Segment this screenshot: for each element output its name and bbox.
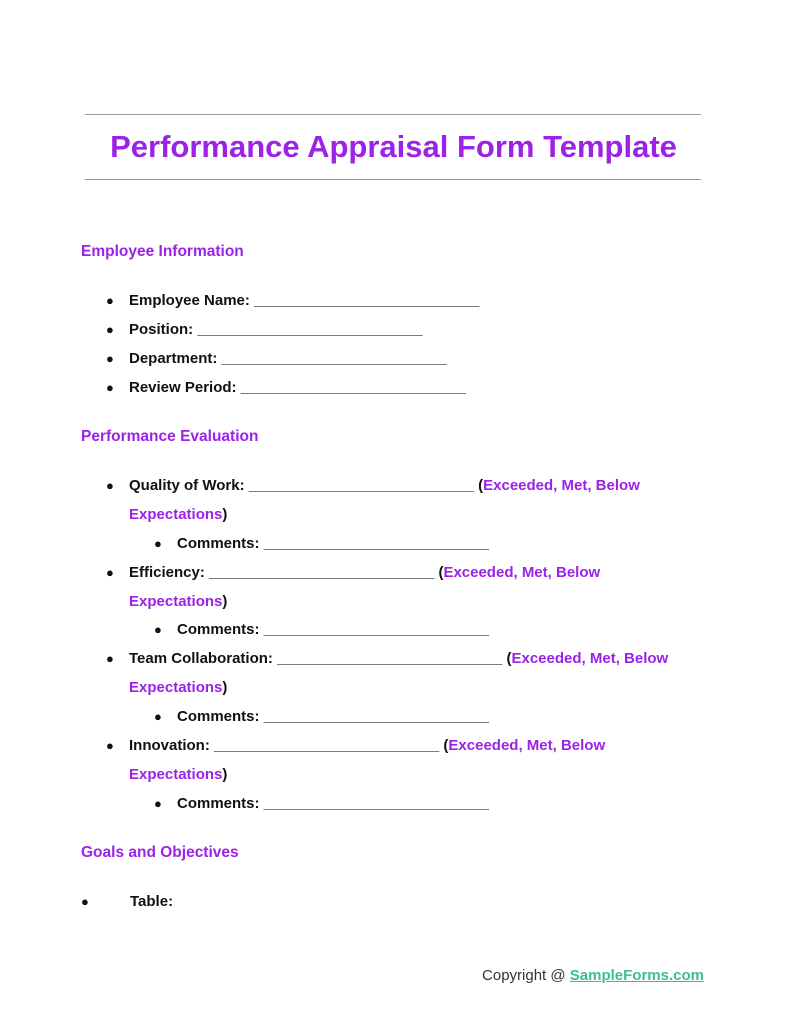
section-heading-goals-and-objectives: Goals and Objectives [81, 844, 239, 861]
section-heading-performance-evaluation: Performance Evaluation [81, 428, 259, 445]
footer-link[interactable]: SampleForms.com [569, 967, 704, 984]
rating-open-paren: ( [506, 650, 512, 667]
quality-of-work-label: Quality of Work: ___________________________ [129, 477, 479, 494]
review-period-field: Review Period: ___________________________ [129, 379, 466, 396]
innovation-field [129, 736, 605, 756]
efficiency-comments: Comments: ___________________________ [177, 621, 489, 638]
rating-options-cont: Expectations [129, 593, 223, 610]
bullet-icon: ● [106, 478, 114, 493]
rating-options: Exceeded, Met, Below [511, 650, 669, 667]
innovation-label: Innovation: ___________________________ [129, 737, 444, 754]
bullet-icon: ● [81, 894, 89, 909]
team-collaboration-rating-cont [129, 678, 227, 698]
rating-options: Exceeded, Met, Below [443, 564, 601, 581]
bullet-icon: ● [106, 322, 114, 337]
team-collaboration-label: Team Collaboration: ___________________________ [129, 650, 507, 667]
position-field: Position: ___________________________ [129, 321, 423, 338]
bullet-icon: ● [106, 738, 114, 753]
title-rule-bottom [85, 179, 701, 180]
bullet-icon: ● [154, 622, 162, 637]
quality-of-work-rating-cont [129, 505, 227, 525]
footer-prefix: Copyright @ [482, 967, 570, 984]
bullet-icon: ● [106, 380, 114, 395]
goals-table-label: Table: [130, 893, 174, 910]
bullet-icon: ● [106, 351, 114, 366]
efficiency-rating-cont [129, 592, 227, 612]
efficiency-label: Efficiency: ___________________________ [129, 564, 439, 581]
rating-close-paren: ) [222, 506, 228, 523]
footer-copyright [482, 966, 704, 986]
title-rule-top [85, 114, 701, 115]
department-field: Department: ___________________________ [129, 350, 447, 367]
rating-options: Exceeded, Met, Below [483, 477, 640, 494]
bullet-icon: ● [154, 709, 162, 724]
innovation-rating-cont [129, 765, 227, 785]
rating-options: Exceeded, Met, Below [448, 737, 606, 754]
team-collaboration-comments: Comments: ___________________________ [177, 708, 489, 725]
bullet-icon: ● [106, 565, 114, 580]
rating-close-paren: ) [222, 593, 228, 610]
bullet-icon: ● [106, 651, 114, 666]
team-collaboration-field [129, 649, 668, 669]
quality-of-work-field [129, 476, 640, 496]
rating-open-paren: ( [478, 477, 484, 494]
bullet-icon: ● [154, 796, 162, 811]
section-heading-employee-information: Employee Information [81, 243, 244, 260]
bullet-icon: ● [154, 536, 162, 551]
rating-options-cont: Expectations [129, 506, 223, 523]
employee-name-field: Employee Name: ___________________________ [129, 292, 480, 309]
rating-open-paren: ( [438, 564, 444, 581]
bullet-icon: ● [106, 293, 114, 308]
rating-close-paren: ) [222, 679, 228, 696]
rating-open-paren: ( [443, 737, 449, 754]
rating-options-cont: Expectations [129, 766, 223, 783]
innovation-comments: Comments: ___________________________ [177, 795, 489, 812]
rating-close-paren: ) [222, 766, 228, 783]
quality-of-work-comments: Comments: ___________________________ [177, 535, 489, 552]
efficiency-field [129, 563, 600, 583]
rating-options-cont: Expectations [129, 679, 223, 696]
page-title: Performance Appraisal Form Template [110, 129, 677, 164]
